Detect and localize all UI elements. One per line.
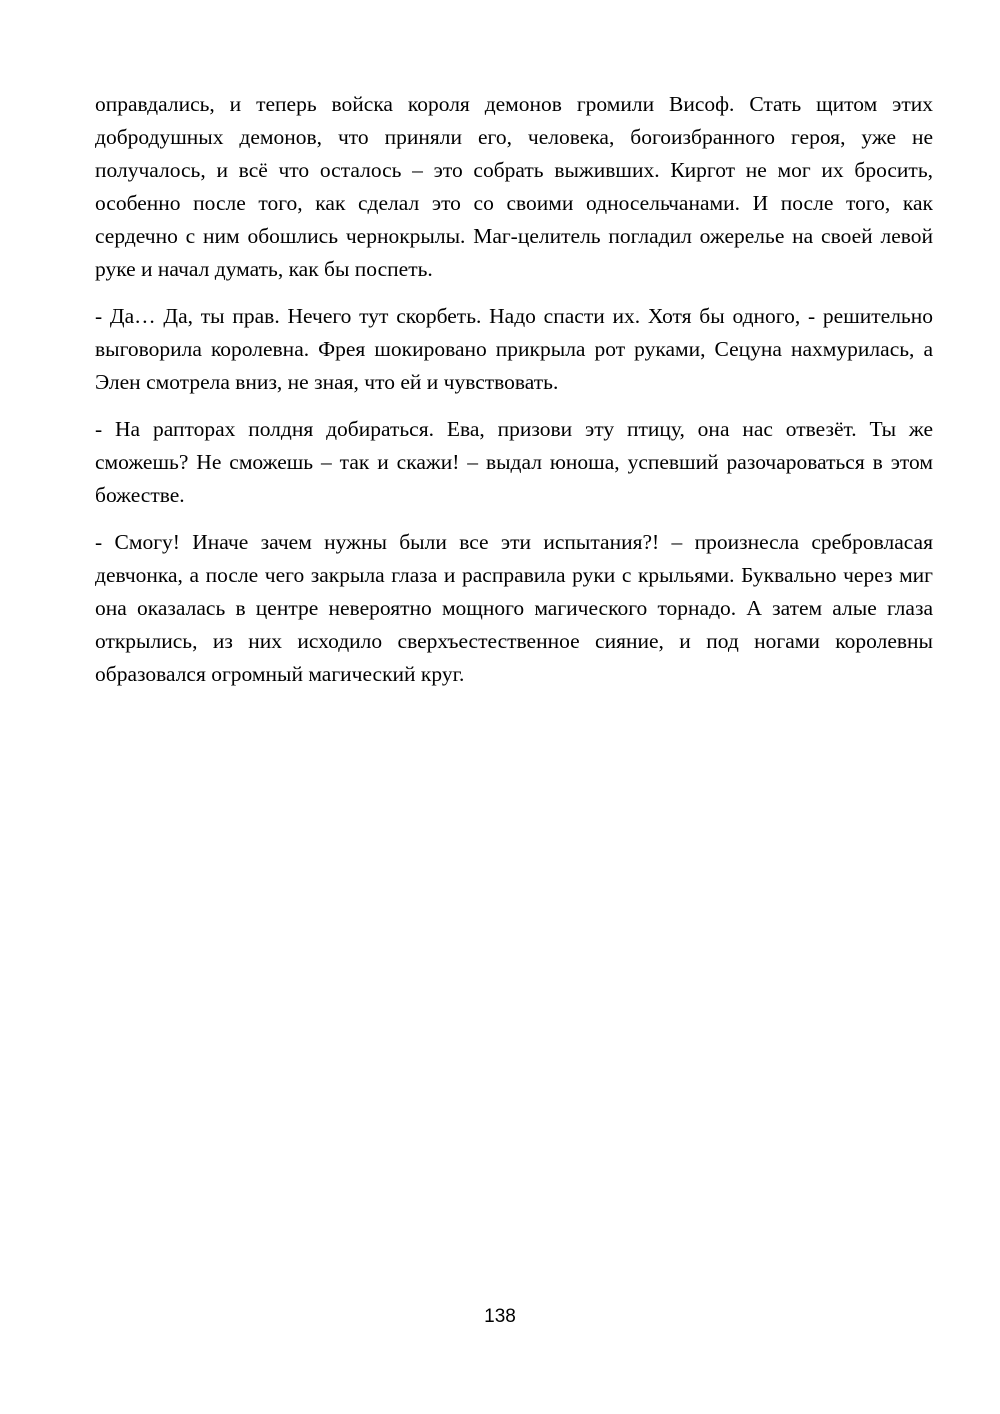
- paragraph-narration: оправдались, и теперь войска короля демонов громили Висоф. Стать щитом этих добродушных демонов, что приняли его, человека, богоизбранного героя, уже не получалось, и всё что осталось – это собрать выживших. Киргот не мог их бросить, особенно после того, как сделал это со своими односельчанами. И после того, как сердечно с ним обошлись чернокрылы. Маг-целитель погладил ожерелье на своей левой руке и начал думать, как бы поспеть.: [95, 92, 933, 281]
- paragraph-dialogue-3: - Смогу! Иначе зачем нужны были все эти испытания?! – произнесла сребровласая девчонка, а после чего закрыла глаза и расправила руки с крыльями. Буквально через миг она оказалась в центре невероятно мощного магического торнадо. А затем алые глаза открылись, из них исходило сверхъестественное сияние, и под ногами королевны образовался огромный магический круг.: [95, 530, 933, 686]
- page-number: 138: [484, 1306, 516, 1327]
- paragraph-dialogue-2: - На рапторах полдня добираться. Ева, призови эту птицу, она нас отвезёт. Ты же сможешь? Не сможешь – так и скажи! – выдал юноша, успевший разочароваться в этом божестве.: [95, 417, 933, 507]
- paragraph-dialogue-1: - Да… Да, ты прав. Нечего тут скорбеть. Надо спасти их. Хотя бы одного, - решительно выговорила королевна. Фрея шокировано прикрыла рот руками, Сецуна нахмурилась, а Элен смотрела вниз, не зная, что ей и чувствовать.: [95, 304, 933, 394]
- page-body-text: [95, 88, 933, 705]
